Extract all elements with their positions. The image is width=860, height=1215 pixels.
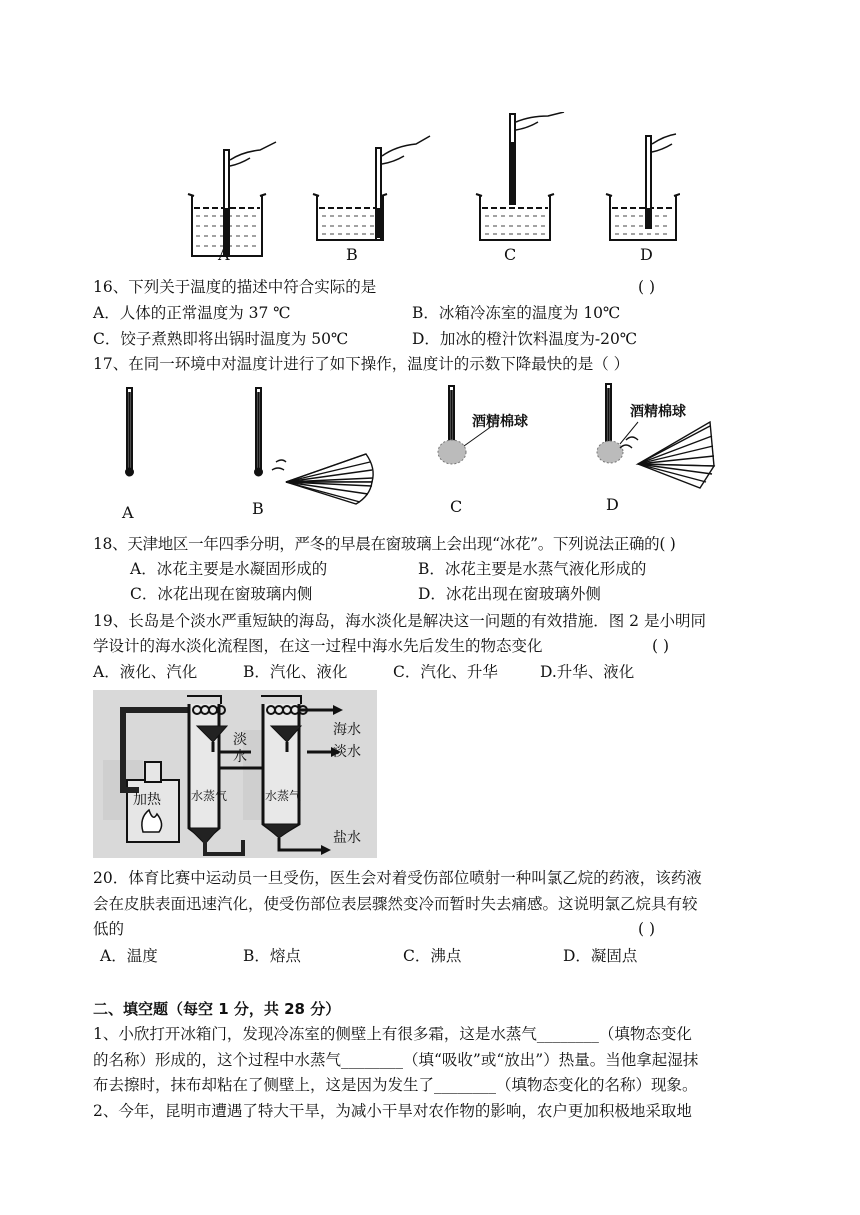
q19-option-d: D.升华、液化 bbox=[540, 663, 635, 681]
q19-answer-paren: ( ) bbox=[652, 637, 670, 655]
fill-q1-line-1: 1、小欣打开冰箱门，发现冷冻室的侧壁上有很多霜，这是水蒸气________（填物态变化 bbox=[93, 1025, 692, 1043]
q20-line-1: 20．体育比赛中运动员一旦受伤，医生会对着受伤部位喷射一种叫氯乙烷的药液，该药液 bbox=[93, 869, 702, 887]
q16-answer-paren: ( ) bbox=[638, 278, 656, 296]
fig-label-d: D bbox=[640, 245, 653, 264]
diagram-label-freshwater: 淡水 bbox=[333, 744, 361, 760]
q16-stem: 16、下列关于温度的描述中符合实际的是 bbox=[93, 278, 377, 296]
diagram-label-steam-1: 水蒸气 bbox=[191, 789, 228, 803]
fill-q2-line-1: 2、今年，昆明市遭遇了特大干旱，为减小干旱对农作物的影响，农户更加积极地采取地 bbox=[93, 1102, 692, 1120]
diagram-label-steam-2: 水蒸气 bbox=[265, 789, 302, 803]
fan-icon bbox=[620, 422, 714, 488]
fig-label-a: A bbox=[218, 245, 230, 264]
q19-option-b: B．汽化、液化 bbox=[243, 663, 348, 681]
q18-option-a: A．冰花主要是水凝固形成的 bbox=[130, 560, 328, 578]
fill-q1-line-3: 布去擦时，抹布却粘在了侧壁上，这是因为发生了________（填物态变化的名称）现象。 bbox=[93, 1076, 698, 1094]
q20-option-c: C．沸点 bbox=[403, 947, 462, 965]
fig-label-b: B bbox=[346, 245, 358, 264]
diagram-label-heat: 加热 bbox=[133, 792, 161, 808]
q18-option-c: C．冰花出现在窗玻璃内侧 bbox=[130, 585, 313, 603]
q18-option-b: B．冰花主要是水蒸气液化形成的 bbox=[418, 560, 647, 578]
cotton-label-d: 酒精棉球 bbox=[630, 404, 686, 420]
q16-option-d: D．加冰的橙汁饮料温度为-20℃ bbox=[412, 330, 638, 348]
diagram-label-brine: 盐水 bbox=[333, 830, 361, 846]
cotton-label-c: 酒精棉球 bbox=[472, 414, 528, 430]
diagram-label-fresh-vertical: 淡水 bbox=[233, 732, 247, 765]
q17-fig-label-a: A bbox=[122, 503, 134, 522]
q16-option-a: A．人体的正常温度为 37 ℃ bbox=[93, 304, 291, 322]
q20-option-d: D．凝固点 bbox=[563, 947, 638, 965]
q18-option-d: D．冰花出现在窗玻璃外侧 bbox=[418, 585, 601, 603]
q16-option-b: B．冰箱冷冻室的温度为 10℃ bbox=[412, 304, 621, 322]
q20-option-a: A．温度 bbox=[100, 947, 158, 965]
q20-option-b: B．熔点 bbox=[243, 947, 301, 965]
q16-option-c: C．饺子煮熟即将出锅时温度为 50℃ bbox=[93, 330, 349, 348]
q19-line-2: 学设计的海水淡化流程图，在这一过程中海水先后发生的物态变化 bbox=[93, 637, 543, 655]
q19-line-1: 19、长岛是个淡水严重短缺的海岛，海水淡化是解决这一问题的有效措施．图 2 是小明同 bbox=[93, 612, 706, 630]
cotton-ball-icon bbox=[597, 422, 638, 463]
q19-option-a: A．液化、汽化 bbox=[93, 663, 198, 681]
q20-answer-paren: ( ) bbox=[638, 920, 656, 938]
fill-q1-line-2: 的名称）形成的，这个过程中水蒸气________（填“吸收”或“放出”）热量。当他拿起湿抹 bbox=[93, 1051, 699, 1069]
section-2-heading: 二、填空题（每空 1 分，共 28 分） bbox=[93, 1000, 341, 1018]
q20-line-3: 低的 bbox=[93, 920, 125, 938]
q17-fig-label-d: D bbox=[606, 495, 619, 514]
q18-stem: 18、天津地区一年四季分明，严冬的早晨在窗玻璃上会出现“冰花”。下列说法正确的( ) bbox=[93, 535, 676, 553]
beaker-thermometer-figure bbox=[180, 112, 680, 270]
q20-line-2: 会在皮肤表面迅速汽化，使受伤部位表层骤然变冷而暂时失去痛感。这说明氯乙烷具有较 bbox=[93, 895, 698, 913]
fig-label-c: C bbox=[504, 245, 517, 264]
cotton-ball-icon bbox=[438, 426, 492, 464]
q17-stem: 17、在同一环境中对温度计进行了如下操作，温度计的示数下降最快的是（ ） bbox=[93, 355, 630, 373]
thermometer-cooling-figure bbox=[100, 382, 720, 522]
diagram-label-seawater: 海水 bbox=[333, 722, 361, 738]
q19-option-c: C．汽化、升华 bbox=[393, 663, 498, 681]
q17-fig-label-b: B bbox=[252, 499, 264, 518]
desalination-diagram bbox=[93, 690, 377, 858]
q17-fig-label-c: C bbox=[450, 497, 463, 516]
fan-icon bbox=[272, 454, 373, 504]
